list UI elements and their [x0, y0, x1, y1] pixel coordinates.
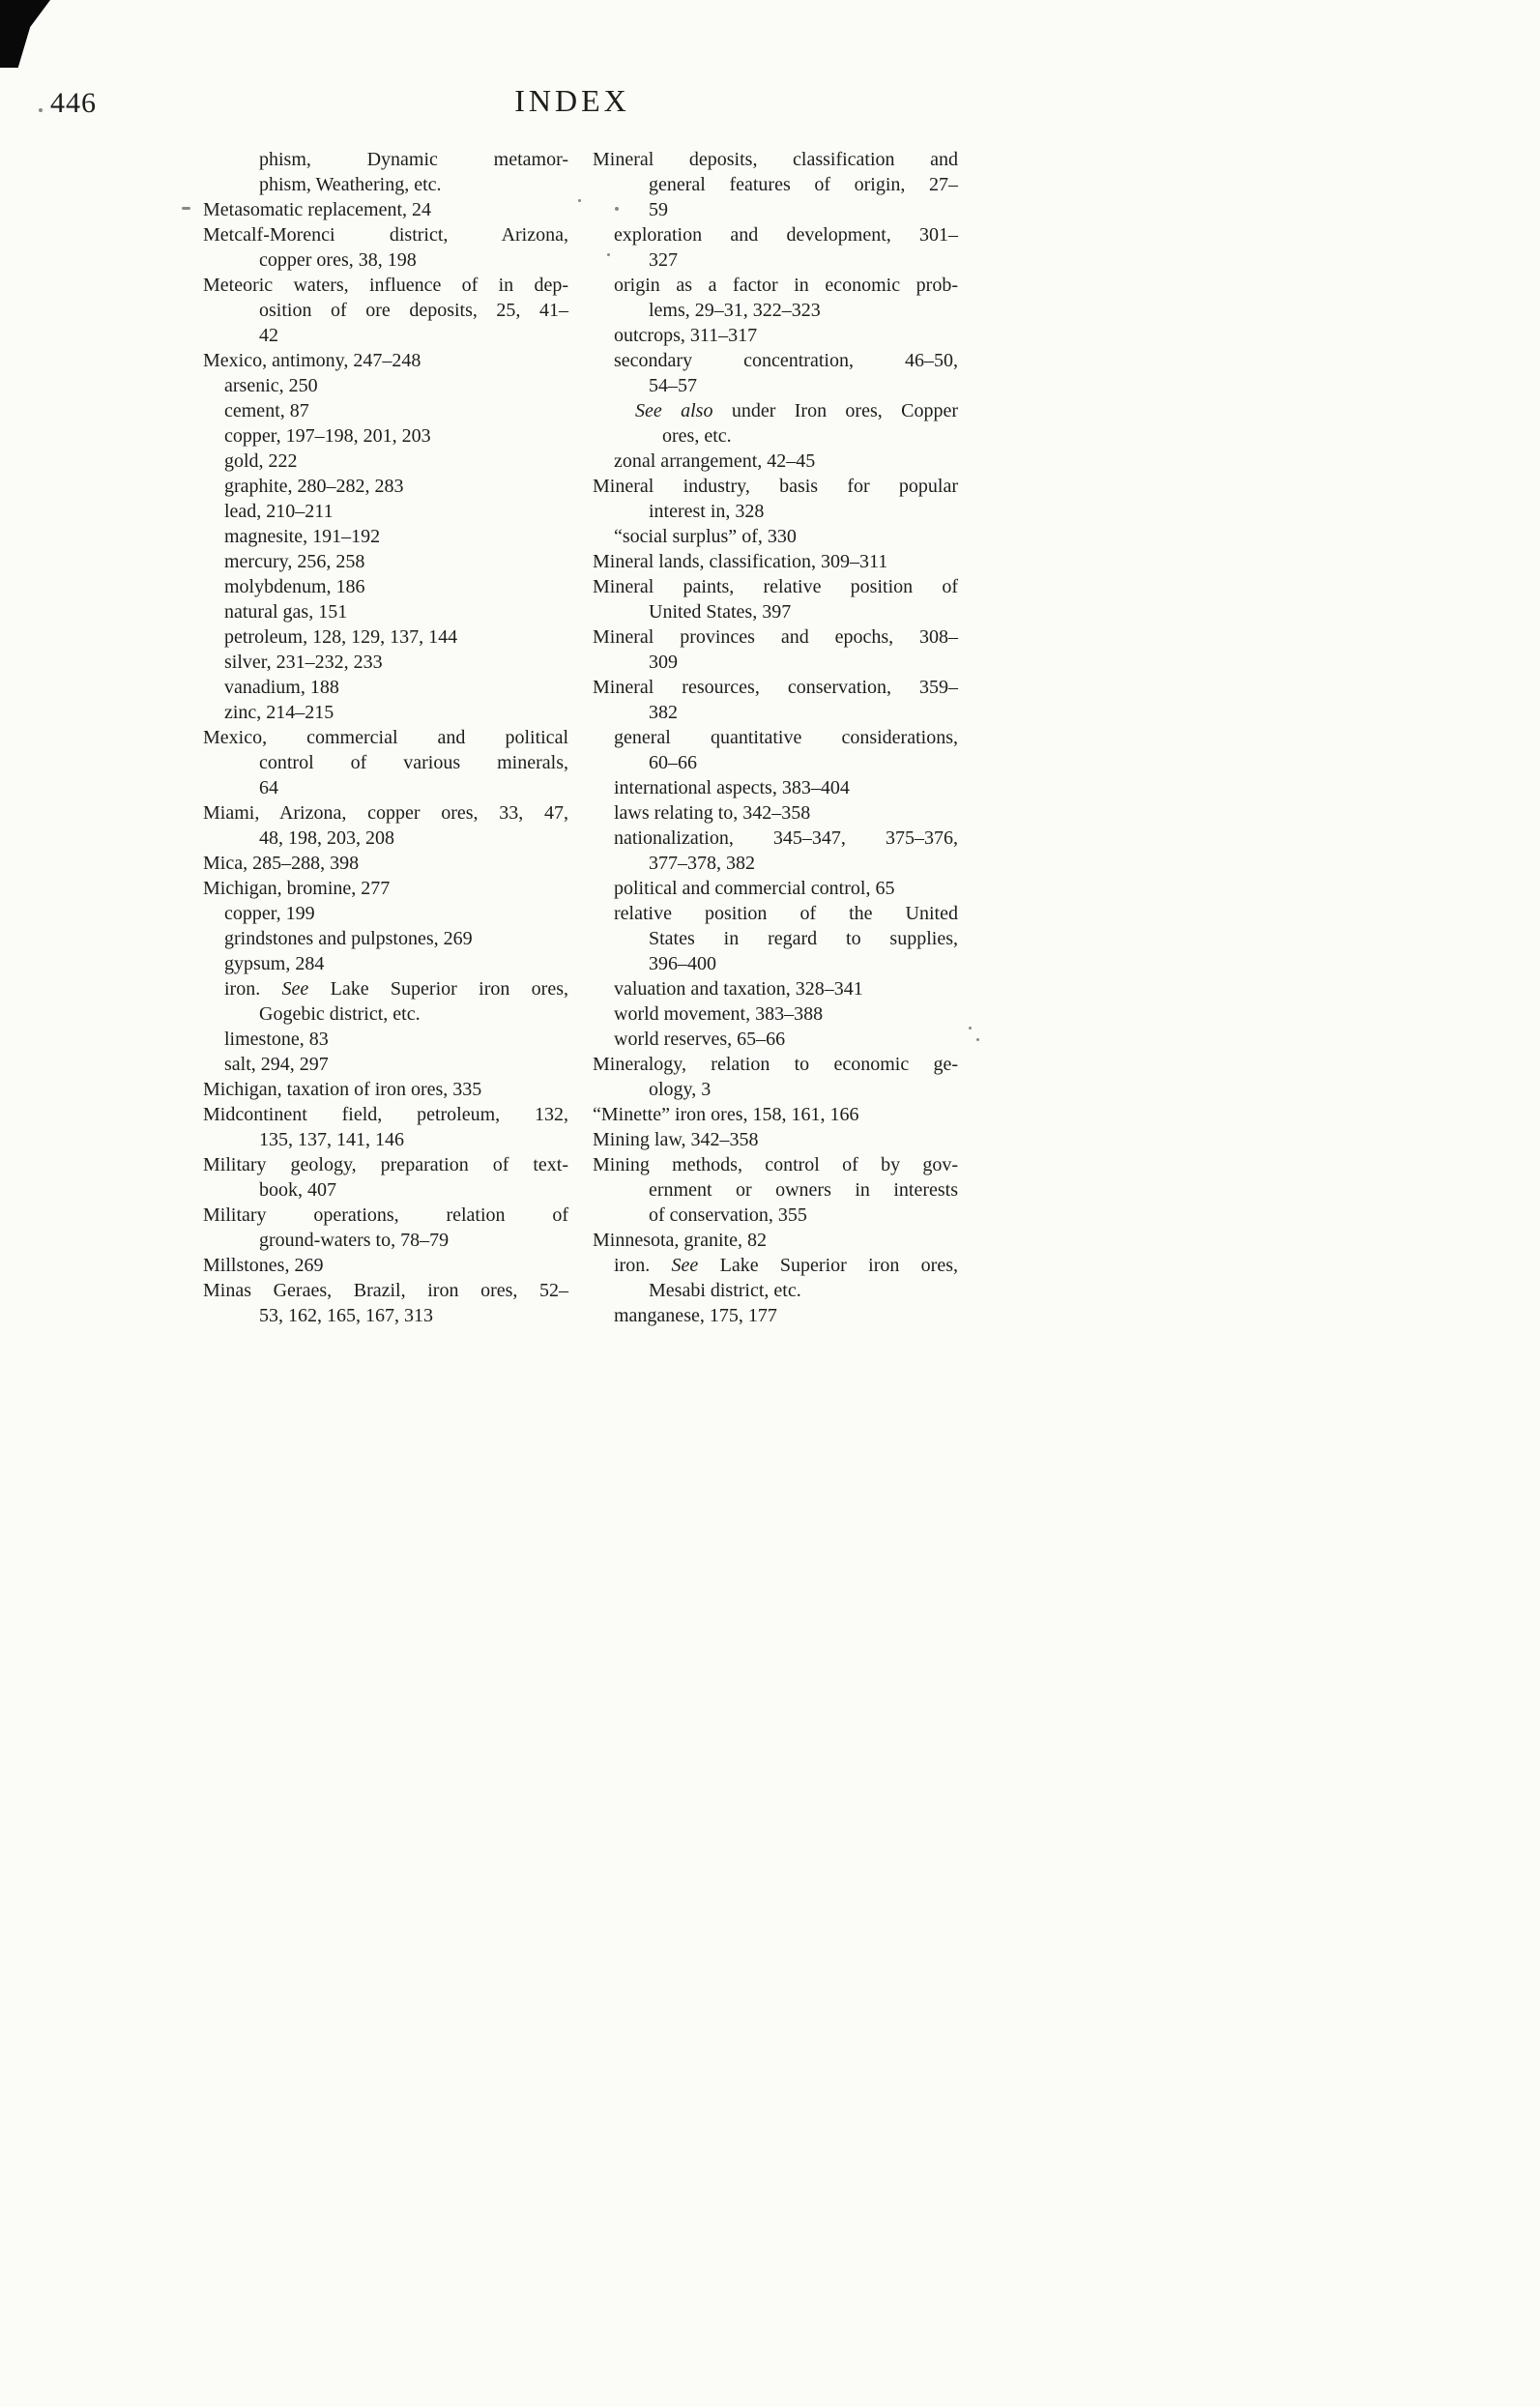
index-line: 396–400	[649, 953, 716, 974]
index-line: Mineralogy, relation to economic ge-	[593, 1054, 958, 1075]
index-line: ground-waters to, 78–79	[259, 1230, 450, 1251]
index-line: Mesabi district, etc.	[649, 1280, 801, 1301]
index-line: molybdenum, 186	[224, 576, 365, 597]
index-line: “social surplus” of, 330	[614, 526, 797, 547]
index-line: Military operations, relation of	[203, 1204, 568, 1226]
index-line: Mining law, 342–358	[593, 1129, 759, 1150]
index-line: 54–57	[649, 375, 697, 396]
page-number: 446	[50, 87, 97, 119]
index-line: iron. See Lake Superior iron ores,	[224, 978, 568, 1000]
index-line: general features of origin, 27–	[649, 174, 958, 195]
index-line: ores, etc.	[662, 425, 732, 447]
index-line: zonal arrangement, 42–45	[614, 450, 816, 472]
index-line: ology, 3	[649, 1079, 712, 1100]
index-line: osition of ore deposits, 25, 41–	[259, 300, 568, 321]
index-line: Midcontinent field, petroleum, 132,	[203, 1104, 568, 1125]
index-line: Metcalf-Morenci district, Arizona,	[203, 224, 568, 246]
index-column-left	[203, 147, 568, 1328]
index-line: copper, 197–198, 201, 203	[224, 425, 431, 447]
index-line: 309	[649, 652, 678, 673]
scan-speckle	[39, 108, 43, 112]
index-line: manganese, 175, 177	[614, 1305, 777, 1326]
index-line: zinc, 214–215	[224, 702, 334, 723]
index-line: ernment or owners in interests	[649, 1179, 958, 1201]
index-line: 64	[259, 777, 278, 798]
index-line: laws relating to, 342–358	[614, 802, 811, 824]
index-line: 53, 162, 165, 167, 313	[259, 1305, 433, 1326]
index-line: Michigan, bromine, 277	[203, 878, 391, 899]
index-line: gold, 222	[224, 450, 298, 472]
index-line: Minnesota, granite, 82	[593, 1230, 767, 1251]
index-line: Mineral paints, relative position of	[593, 576, 958, 597]
scan-speckle	[578, 199, 581, 202]
index-line: outcrops, 311–317	[614, 325, 758, 346]
index-line: 135, 137, 141, 146	[259, 1129, 404, 1150]
index-line: lems, 29–31, 322–323	[649, 300, 821, 321]
index-line: arsenic, 250	[224, 375, 318, 396]
scan-speckle	[976, 1038, 979, 1041]
scan-corner-artifact	[0, 0, 50, 68]
index-line: States in regard to supplies,	[649, 928, 958, 949]
index-line: 60–66	[649, 752, 697, 773]
index-line: gypsum, 284	[224, 953, 325, 974]
index-line: Mexico, commercial and political	[203, 727, 568, 748]
index-line: 377–378, 382	[649, 853, 755, 874]
index-line: valuation and taxation, 328–341	[614, 978, 863, 1000]
index-line: limestone, 83	[224, 1029, 329, 1050]
index-line: book, 407	[259, 1179, 336, 1201]
index-line: lead, 210–211	[224, 501, 334, 522]
index-line: origin as a factor in economic prob-	[614, 275, 958, 296]
index-line: grindstones and pulpstones, 269	[224, 928, 473, 949]
index-line: Minas Geraes, Brazil, iron ores, 52–	[203, 1280, 568, 1301]
index-line: silver, 231–232, 233	[224, 652, 383, 673]
index-line: mercury, 256, 258	[224, 551, 365, 572]
index-line: Michigan, taxation of iron ores, 335	[203, 1079, 482, 1100]
index-line: cement, 87	[224, 400, 309, 421]
index-line: magnesite, 191–192	[224, 526, 381, 547]
index-line: salt, 294, 297	[224, 1054, 329, 1075]
index-line: Mineral provinces and epochs, 308–	[593, 626, 958, 648]
index-line: “Minette” iron ores, 158, 161, 166	[593, 1104, 859, 1125]
scan-speckle	[969, 1027, 972, 1030]
index-line: United States, 397	[649, 601, 792, 623]
index-line: 382	[649, 702, 678, 723]
index-line: Gogebic district, etc.	[259, 1003, 421, 1025]
page-title: INDEX	[514, 83, 630, 118]
index-line: exploration and development, 301–	[614, 224, 958, 246]
index-line: Mineral industry, basis for popular	[593, 476, 958, 497]
index-line: of conservation, 355	[649, 1204, 807, 1226]
index-line: secondary concentration, 46–50,	[614, 350, 958, 371]
index-line: graphite, 280–282, 283	[224, 476, 404, 497]
index-line: 59	[649, 199, 668, 220]
index-line: control of various minerals,	[259, 752, 568, 773]
index-column-right	[593, 147, 958, 1328]
index-line: See also under Iron ores, Copper	[635, 400, 958, 421]
index-line: Mineral deposits, classification and	[593, 149, 958, 170]
index-line: petroleum, 128, 129, 137, 144	[224, 626, 458, 648]
index-line: Millstones, 269	[203, 1255, 324, 1276]
index-line: Mineral lands, classification, 309–311	[593, 551, 888, 572]
index-line: political and commercial control, 65	[614, 878, 895, 899]
index-line: iron. See Lake Superior iron ores,	[614, 1255, 958, 1276]
index-line: Miami, Arizona, copper ores, 33, 47,	[203, 802, 568, 824]
index-line: Meteoric waters, influence of in dep-	[203, 275, 568, 296]
index-line: phism, Weathering, etc.	[259, 174, 442, 195]
index-line: Mica, 285–288, 398	[203, 853, 360, 874]
index-line: Mineral resources, conservation, 359–	[593, 677, 958, 698]
index-line: world movement, 383–388	[614, 1003, 824, 1025]
index-line: 48, 198, 203, 208	[259, 827, 394, 849]
index-line: Metasomatic replacement, 24	[203, 199, 432, 220]
index-line: Mining methods, control of by gov-	[593, 1154, 958, 1175]
index-line: Mexico, antimony, 247–248	[203, 350, 421, 371]
index-line: international aspects, 383–404	[614, 777, 850, 798]
index-line: 42	[259, 325, 278, 346]
index-line: natural gas, 151	[224, 601, 348, 623]
index-line: nationalization, 345–347, 375–376,	[614, 827, 958, 849]
index-line: 327	[649, 249, 678, 271]
index-line: world reserves, 65–66	[614, 1029, 786, 1050]
index-line: phism, Dynamic metamor-	[259, 149, 568, 170]
scan-speckle	[182, 207, 190, 210]
index-line: vanadium, 188	[224, 677, 339, 698]
index-line: relative position of the United	[614, 903, 958, 924]
index-line: Military geology, preparation of text-	[203, 1154, 568, 1175]
index-line: interest in, 328	[649, 501, 765, 522]
index-line: copper ores, 38, 198	[259, 249, 417, 271]
index-line: general quantitative considerations,	[614, 727, 958, 748]
index-line: copper, 199	[224, 903, 315, 924]
